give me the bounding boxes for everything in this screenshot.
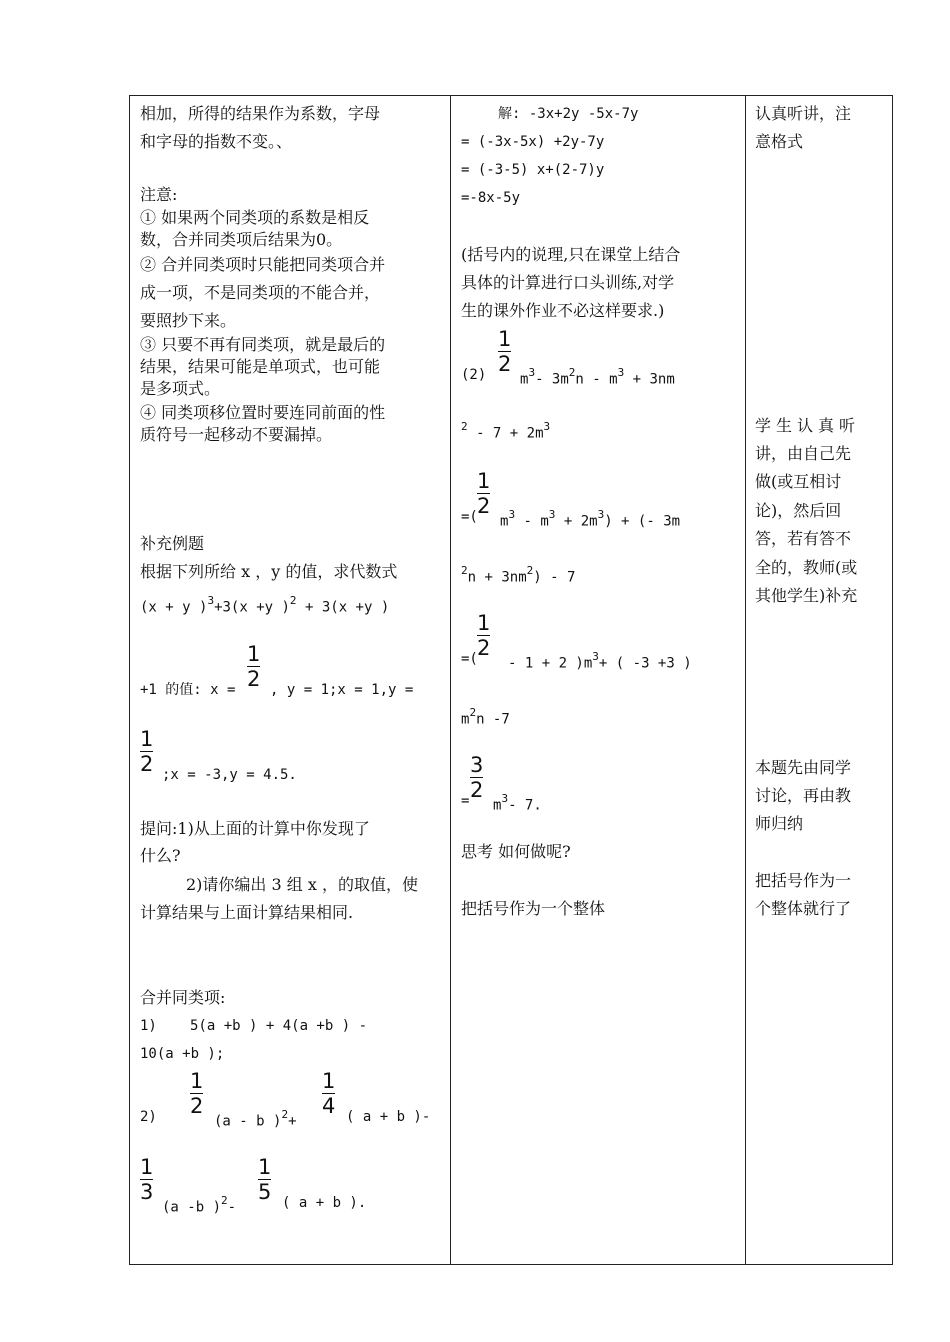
teacher-note: 本题先由同学	[755, 758, 852, 777]
step-expression: =(	[461, 651, 478, 667]
note-item: ④ 同类项移位置时要连同前面的性	[140, 403, 386, 422]
note-item: 要照抄下来。	[140, 311, 237, 330]
solution-line: = (-3x-5x) +2y-7y	[461, 134, 605, 150]
note-item: 是多项式。	[140, 379, 221, 398]
step-expression: - 1 + 2 )$m^3+$ ( -3 +3 )	[508, 650, 692, 672]
teacher-note: 认真听讲，注	[755, 104, 852, 123]
solution-line: =-8x-5y	[461, 190, 521, 206]
fraction: 1 3	[140, 1155, 154, 1204]
column-divider	[450, 96, 451, 1264]
think-text: 思考 如何做呢?	[461, 842, 571, 861]
fraction: 1 2	[477, 611, 491, 660]
problem-expression: (a -b )$^2$-	[162, 1194, 237, 1216]
merge-title: 合并同类项:	[140, 988, 226, 1007]
note-item: 数，合并同类项后结果为0。	[140, 230, 343, 249]
step-expression: $m^2n$ -7	[461, 706, 510, 728]
step-expression: =(	[461, 509, 478, 525]
value-text: , y = 1;x = 1,y =	[270, 682, 414, 698]
note-item: ③ 只要不再有同类项，就是最后的	[140, 335, 386, 354]
problem-expression: ( a + b ).	[282, 1195, 367, 1211]
supplement-text: 根据下列所给 x ，y 的值，求代数式	[140, 562, 398, 581]
think-text: 把括号作为一个整体	[461, 899, 606, 918]
example-expression: $m^3-$ $3m^2n - m^3 + 3nm$	[520, 366, 675, 388]
question-text: 计算结果与上面计算结果相同.	[140, 903, 354, 922]
teacher-note: 讲，由自己先	[755, 444, 852, 463]
problem-expression: 10(a +b );	[140, 1046, 225, 1062]
fraction: 1 4	[322, 1069, 336, 1118]
problem-label: 2)	[140, 1109, 157, 1125]
teacher-note: 全的，教师(或	[755, 558, 858, 577]
fraction: 1 2	[477, 469, 491, 518]
teacher-note: 个整体就行了	[755, 899, 852, 918]
example-label: (2)	[461, 367, 487, 383]
fraction: 1 2	[190, 1069, 204, 1118]
step-expression: $m^3 - m^3 + 2m^3$) + (- 3m	[500, 508, 681, 530]
supplement-expression: (x + y )$^3$+3(x +y )$^2$ + 3(x +y )	[140, 594, 390, 616]
question-text: 2)请你编出 3 组 x ，的取值，使	[186, 875, 418, 894]
fraction: 1 2	[247, 642, 261, 691]
note-title: 注意:	[140, 185, 178, 204]
teacher-note: 学生认真听	[755, 416, 861, 435]
note-item: 成一项，不是同类项的不能合并，	[140, 283, 381, 302]
column-divider	[745, 96, 746, 1264]
value-text: +1 的值: x =	[140, 682, 236, 698]
intro-text: 和字母的指数不变。、	[140, 132, 293, 151]
example-expression: $^2 - 7 + 2m^3$	[461, 420, 551, 442]
note-item: 质符号一起移动不要漏掉。	[140, 425, 333, 444]
result-expression: $m^3-$ 7.	[493, 792, 542, 814]
explanation-text: 具体的计算进行口头训练,对学	[461, 273, 675, 292]
teacher-note: 其他学生)补充	[755, 586, 858, 605]
step-expression: $^2n + 3nm^2) - 7$	[461, 564, 576, 586]
intro-text: 相加，所得的结果作为系数，字母	[140, 104, 381, 123]
supplement-title: 补充例题	[140, 534, 205, 553]
question-text: 什么?	[140, 846, 181, 865]
problem-expression: ( a + b )-	[346, 1109, 431, 1125]
result-expression: =	[461, 793, 470, 809]
fraction: 1 2	[498, 327, 512, 376]
teacher-note: 讨论，再由教	[755, 786, 852, 805]
fraction: 3 2	[470, 753, 484, 802]
problem-label: 1)	[140, 1018, 157, 1034]
teacher-note: 意格式	[755, 132, 804, 151]
explanation-text: (括号内的说理,只在课堂上结合	[461, 245, 681, 264]
teacher-note: 把括号作为一	[755, 871, 852, 890]
problem-expression: 5(a +b ) + 4(a +b ) -	[190, 1018, 368, 1034]
fraction: 1 5	[258, 1155, 272, 1204]
teacher-note: 答，若有答不	[755, 529, 852, 548]
question-text: 提问:1)从上面的计算中你发现了	[140, 819, 370, 838]
fraction: 1 2	[140, 727, 154, 776]
solution-line: = (-3-5) x+(2-7)y	[461, 162, 605, 178]
value-text: ;x = -3,y = 4.5.	[162, 767, 297, 783]
note-item: ② 合并同类项时只能把同类项合并	[140, 255, 386, 274]
note-item: 结果，结果可能是单项式，也可能	[140, 357, 381, 376]
teacher-note: 论)，然后回	[755, 501, 842, 520]
problem-expression: (a - b )$^2$+	[214, 1108, 297, 1130]
solution-line: 解: -3x+2y -5x-7y	[498, 106, 639, 122]
explanation-text: 生的课外作业不必这样要求.)	[461, 301, 665, 320]
teacher-note: 师归纳	[755, 814, 804, 833]
teacher-note: 做(或互相讨	[755, 472, 842, 491]
note-item: ① 如果两个同类项的系数是相反	[140, 208, 370, 227]
